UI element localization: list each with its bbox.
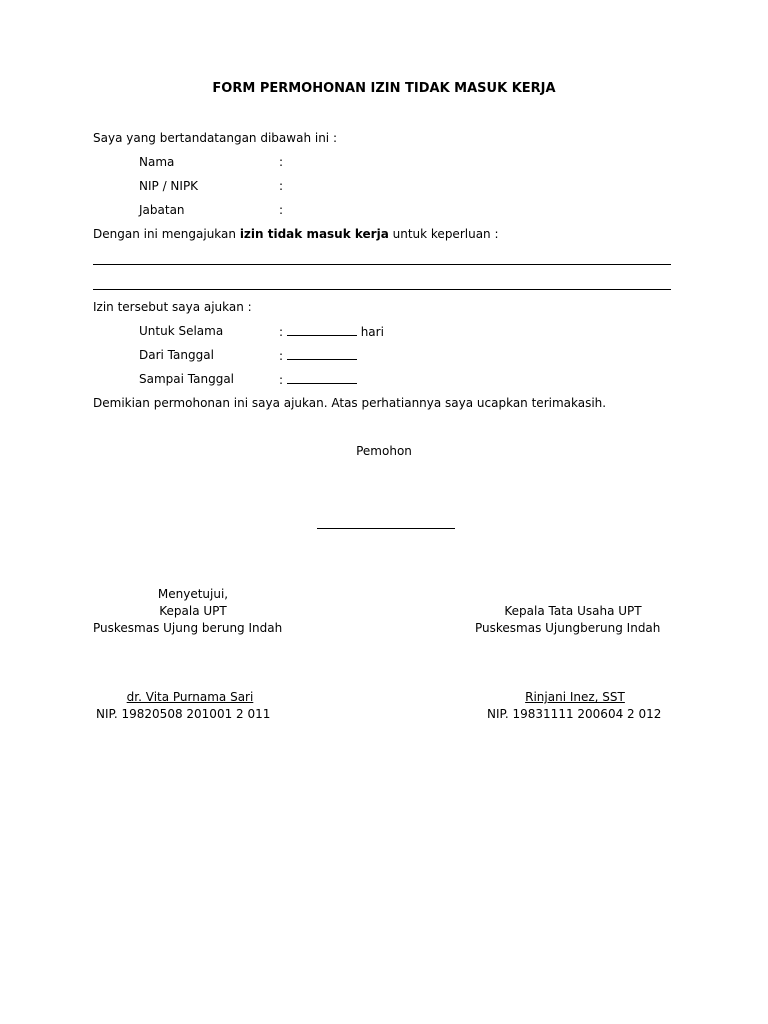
request-sentence <box>93 227 499 241</box>
intro-text: Saya yang bertandatangan dibawah ini : <box>93 131 337 145</box>
left-approval-label: Menyetujui, <box>157 587 229 601</box>
dari-tanggal-field <box>279 348 357 363</box>
untuk-selama-colon: : <box>279 325 284 339</box>
applicant-signature-line[interactable] <box>317 528 455 529</box>
purpose-line-1[interactable] <box>93 264 671 265</box>
left-office: Puskesmas Ujung berung Indah <box>93 621 283 635</box>
left-signatory-nip: NIP. 19820508 201001 2 011 <box>96 707 271 721</box>
nip-colon: : <box>279 179 284 193</box>
right-signatory-nip: NIP. 19831111 200604 2 012 <box>487 707 662 721</box>
sampai-tanggal-label: Sampai Tanggal <box>139 372 235 386</box>
applicant-label: Pemohon <box>356 444 412 458</box>
form-title: FORM PERMOHONAN IZIN TIDAK MASUK KERJA <box>212 81 556 96</box>
jabatan-colon: : <box>279 203 284 217</box>
purpose-line-2[interactable] <box>93 289 671 290</box>
untuk-selama-blank[interactable] <box>287 324 357 336</box>
dari-tanggal-colon: : <box>279 349 284 363</box>
untuk-selama-field <box>279 324 384 339</box>
closing-text: Demikian permohonan ini saya ajukan. Atas perhatiannya saya ucapkan terimakasih. <box>93 396 607 410</box>
right-position: Kepala Tata Usaha UPT <box>504 604 642 618</box>
hari-label: hari <box>360 325 384 339</box>
right-office: Puskesmas Ujungberung Indah <box>475 621 661 635</box>
left-signatory-name: dr. Vita Purnama Sari <box>126 690 254 704</box>
right-signatory-name-wrap <box>455 690 695 704</box>
left-position: Kepala UPT <box>159 604 227 618</box>
dari-tanggal-label: Dari Tanggal <box>139 348 214 362</box>
duration-intro: Izin tersebut saya ajukan : <box>93 300 252 314</box>
sampai-tanggal-blank[interactable] <box>287 372 357 384</box>
name-label: Nama <box>139 155 175 169</box>
untuk-selama-label: Untuk Selama <box>139 324 224 338</box>
sampai-tanggal-field <box>279 372 357 387</box>
left-signatory-name-wrap <box>70 690 310 704</box>
request-suffix: untuk keperluan : <box>388 227 499 241</box>
request-prefix: Dengan ini mengajukan <box>93 227 240 241</box>
right-signatory-name: Rinjani Inez, SST <box>525 690 625 704</box>
nip-label: NIP / NIPK <box>139 179 199 193</box>
jabatan-label: Jabatan <box>139 203 185 217</box>
dari-tanggal-blank[interactable] <box>287 348 357 360</box>
name-colon: : <box>279 155 284 169</box>
sampai-tanggal-colon: : <box>279 373 284 387</box>
request-bold: izin tidak masuk kerja <box>239 227 389 241</box>
